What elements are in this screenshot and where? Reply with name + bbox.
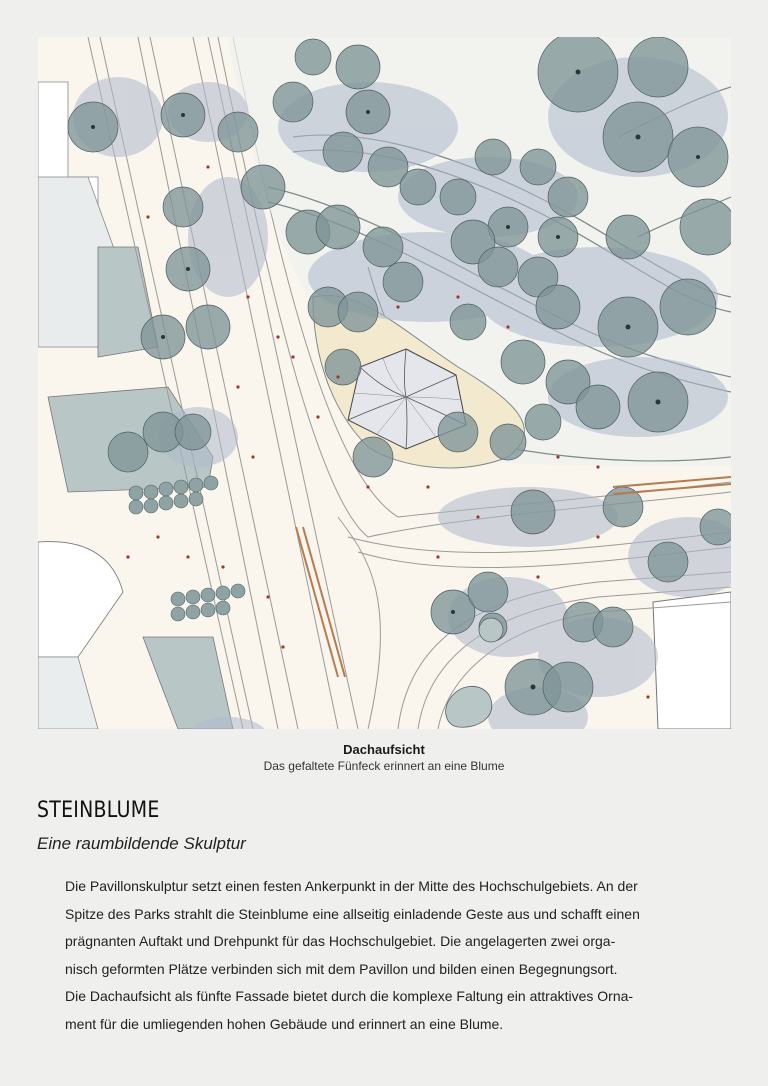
body-line: Spitze des Parks strahlt die Steinblume eine allseitig einladende Geste aus und schafft einen xyxy=(65,905,640,922)
figure-caption-subtitle: Das gefaltete Fünfeck erinnert an eine Blume xyxy=(263,759,505,773)
body-line: Die Dachaufsicht als fünfte Fassade bietet durch die komplexe Faltung ein attraktives Orna- xyxy=(65,988,634,1004)
body-paragraph xyxy=(65,873,715,1038)
site-plan-drawing xyxy=(38,37,731,729)
building-right xyxy=(653,592,731,729)
body-line: Die Pavillonskulptur setzt einen festen Ankerpunkt in der Mitte des Hochschulgebiets. An der xyxy=(65,878,638,894)
body-line: prägnanten Auftakt und Drehpunkt für das Hochschulgebiet. Die angelagerten zwei orga- xyxy=(65,933,616,949)
section-subtitle: Eine raumbildende Skulptur xyxy=(37,834,246,853)
section-title: STEINBLUME xyxy=(37,798,160,823)
body-line: nisch geformten Plätze verbinden sich mit dem Pavillon und bilden einen Begegnungsort. xyxy=(65,960,618,977)
site-plan-svg xyxy=(38,37,731,729)
body-line: ment für die umliegenden hohen Gebäude und erinnert an eine Blume. xyxy=(65,1015,504,1032)
figure-caption-title: Dachaufsicht xyxy=(343,742,425,757)
